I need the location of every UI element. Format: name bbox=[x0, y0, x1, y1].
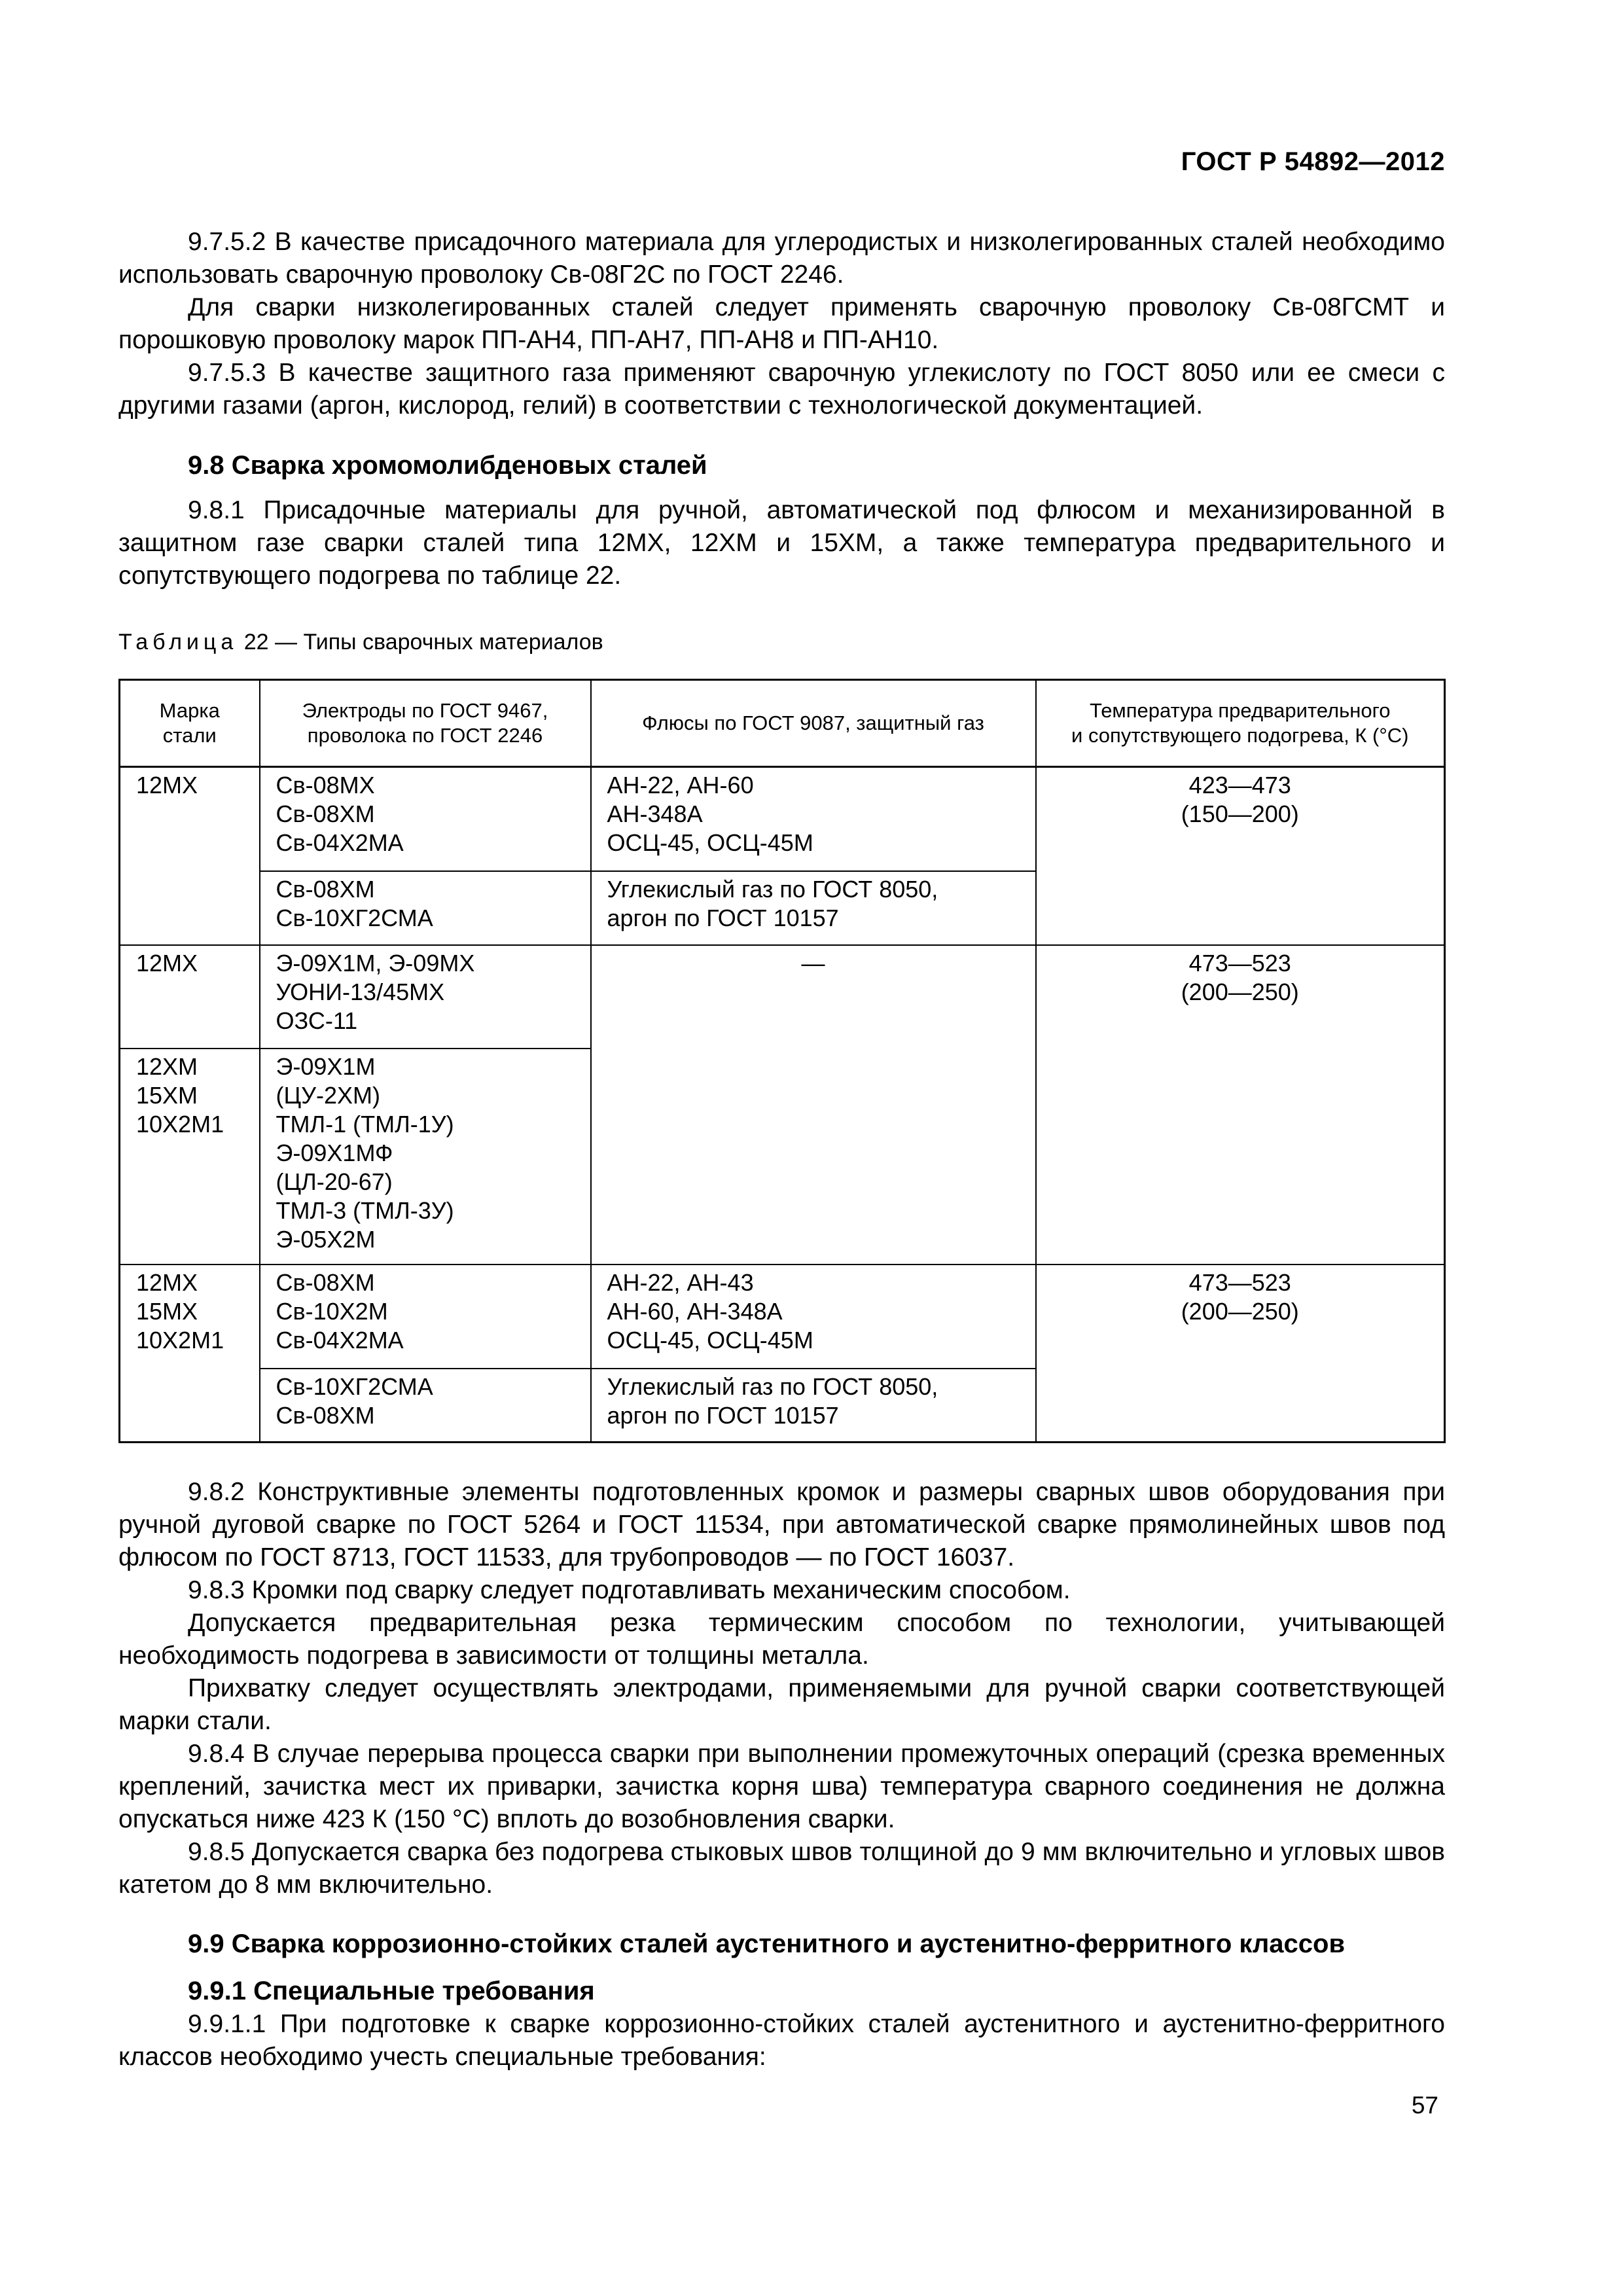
paragraph-9-8-2: 9.8.2 Конструктивные элементы подготовленных кромок и размеры сварных швов оборудования при ручной дуговой сварке по ГОСТ 5264 и ГОСТ 11534, при автоматической сварке прямолинейных швов под флюсом по ГОСТ 8713, ГОСТ 11533, для трубопроводов — по ГОСТ 16037. bbox=[118, 1478, 1445, 1571]
table-caption bbox=[118, 630, 603, 655]
header-electrodes: Электроды по ГОСТ 9467, проволока по ГОСТ 2246 bbox=[260, 680, 591, 767]
subsection-heading-9-9-1: 9.9.1 Специальные требования bbox=[188, 1977, 595, 2005]
table-row bbox=[120, 767, 1445, 871]
materials-cell: Св-08МХ Св-08ХМ Св-04Х2МА bbox=[260, 767, 591, 871]
section-heading-9-9: 9.9 Сварка коррозионно-стойких сталей аустенитного и аустенитно-ферритного классов bbox=[188, 1929, 1346, 1958]
paragraph-9-7-5-2: 9.7.5.2 В качестве присадочного материала для углеродистых и низколегированных сталей необходимо использовать сварочную проволоку Св-08Г2С по ГОСТ 2246. bbox=[118, 228, 1445, 289]
paragraph-9-8-4: 9.8.4 В случае перерыва процесса сварки при выполнении промежуточных операций (срезка временных креплений, зачистка мест их приварки, зачистка корня шва) температура сварного соединения не должна опускаться ниже 423 К (150 °С) вплоть до возобновления сварки. bbox=[118, 1740, 1445, 1833]
section-9-9-block bbox=[118, 1927, 1445, 2073]
after-table-text-block bbox=[118, 1476, 1445, 1901]
flux-cell: АН-22, АН-60 АН-348А ОСЦ-45, ОСЦ-45М bbox=[591, 767, 1036, 871]
paragraph-9-7-5-3: 9.7.5.3 В качестве защитного газа применяют сварочную углекислоту по ГОСТ 8050 или ее смеси с другими газами (аргон, кислород, гелий) в соответствии с технологической документацией. bbox=[118, 359, 1445, 420]
table-row bbox=[120, 1265, 1445, 1369]
materials-cell: Св-08ХМ Св-10ХГ2СМА bbox=[260, 871, 591, 945]
flux-cell: — bbox=[591, 945, 1036, 1265]
flux-cell: АН-22, АН-43 АН-60, АН-348А ОСЦ-45, ОСЦ-45М bbox=[591, 1265, 1036, 1369]
paragraph-thermal-cutting: Допускается предварительная резка термическим способом по технологии, учитывающей необходимость подогрева в зависимости от толщины металла. bbox=[118, 1609, 1445, 1670]
temperature-cell: 423—473 (150—200) bbox=[1036, 767, 1445, 945]
paragraph-9-8-3: 9.8.3 Кромки под сварку следует подготавливать механическим способом. bbox=[188, 1576, 1071, 1604]
temperature-cell: 473—523 (200—250) bbox=[1036, 945, 1445, 1265]
paragraph-9-9-1-1: 9.9.1.1 При подготовке к сварке коррозионно-стойких сталей аустенитного и аустенитно-ферритного классов необходимо учесть специальные требования: bbox=[118, 2010, 1445, 2071]
materials-cell: Э-09Х1М (ЦУ-2ХМ) ТМЛ-1 (ТМЛ-1У) Э-09Х1МФ (ЦЛ-20-67) ТМЛ-3 (ТМЛ-3У) Э-05Х2М bbox=[260, 1049, 591, 1265]
header-fluxes: Флюсы по ГОСТ 9087, защитный газ bbox=[591, 680, 1036, 767]
header-steel-grade: Марка стали bbox=[120, 680, 260, 767]
table-caption-text: 22 — Типы сварочных материалов bbox=[243, 630, 603, 655]
document-code: ГОСТ Р 54892—2012 bbox=[1181, 147, 1445, 176]
materials-cell: Св-08ХМ Св-10Х2М Св-04Х2МА bbox=[260, 1265, 591, 1369]
steel-grade-cell: 12ХМ 15ХМ 10Х2М1 bbox=[120, 1049, 260, 1265]
paragraph-9-8-1: 9.8.1 Присадочные материалы для ручной, автоматической под флюсом и механизированной в защитном газе сварки сталей типа 12МХ, 12ХМ и 15ХМ, а также температура предварительного и сопутствующего подогрева по таблице 22. bbox=[118, 496, 1445, 590]
materials-cell: Э-09Х1М, Э-09МХ УОНИ-13/45МХ ОЗС-11 bbox=[260, 945, 591, 1049]
welding-materials-table bbox=[118, 679, 1446, 1443]
flux-cell: Углекислый газ по ГОСТ 8050, аргон по ГОСТ 10157 bbox=[591, 871, 1036, 945]
steel-grade-cell: 12МХ bbox=[120, 945, 260, 1049]
table-header-row bbox=[120, 680, 1445, 767]
steel-grade-cell: 12МХ bbox=[120, 767, 260, 945]
temperature-cell: 473—523 (200—250) bbox=[1036, 1265, 1445, 1443]
section-heading-9-8: 9.8 Сварка хромомолибденовых сталей bbox=[188, 451, 707, 480]
top-text-block bbox=[118, 226, 1445, 422]
steel-grade-cell: 12МХ 15МХ 10Х2М1 bbox=[120, 1265, 260, 1443]
materials-cell: Св-10ХГ2СМА Св-08ХМ bbox=[260, 1369, 591, 1443]
paragraph-low-alloy-wire: Для сварки низколегированных сталей следует применять сварочную проволоку Св-08ГСМТ и порошковую проволоку марок ПП-АН4, ПП-АН7, ПП-АН8 и ПП-АН10. bbox=[118, 293, 1445, 354]
table-row bbox=[120, 945, 1445, 1049]
table-caption-word: Таблица bbox=[118, 630, 238, 655]
paragraph-9-8-5: 9.8.5 Допускается сварка без подогрева стыковых швов толщиной до 9 мм включительно и угловых швов катетом до 8 мм включительно. bbox=[118, 1838, 1445, 1899]
flux-cell: Углекислый газ по ГОСТ 8050, аргон по ГОСТ 10157 bbox=[591, 1369, 1036, 1443]
header-temperature: Температура предварительного и сопутствующего подогрева, К (°С) bbox=[1036, 680, 1445, 767]
section-9-8-block bbox=[118, 448, 1445, 592]
paragraph-tack-welding: Прихватку следует осуществлять электродами, применяемыми для ручной сварки соответствующей марки стали. bbox=[118, 1674, 1445, 1735]
page-number: 57 bbox=[1411, 2092, 1438, 2119]
